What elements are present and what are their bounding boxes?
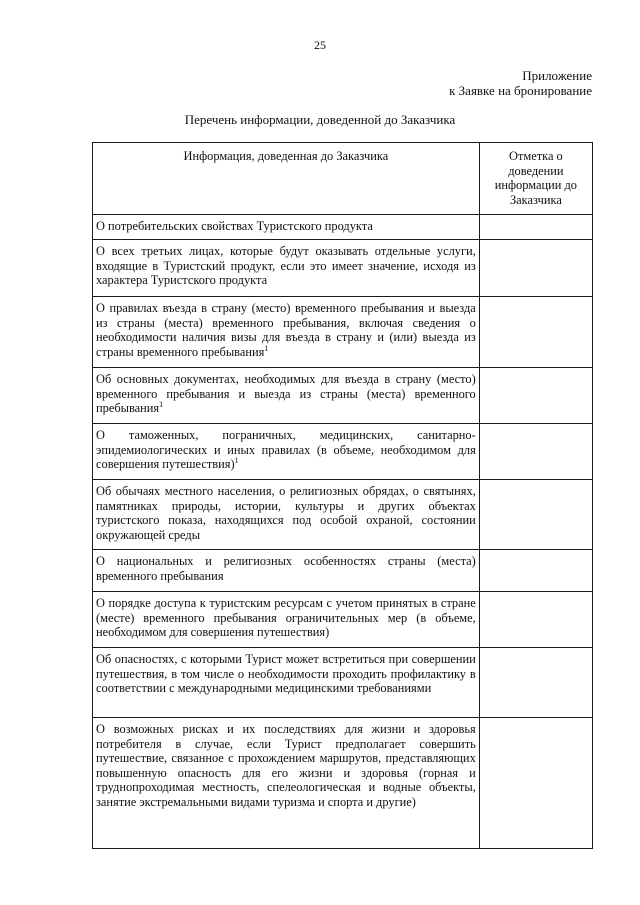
list-title: Перечень информации, доведенной до Заказчика — [184, 112, 456, 127]
header-info: Информация, доведенная до Заказчика — [93, 143, 480, 215]
row-text: Об опасностях, с которыми Турист может встретиться при совершении путешествия, в том числе о необходимости проходить профилактику в соответствии с международными медицинскими требованиями — [96, 652, 476, 696]
row-mark-cell[interactable] — [479, 368, 592, 424]
information-table — [92, 142, 593, 849]
appendix-line-1: Приложение — [522, 68, 592, 83]
header-mark: Отметка о доведении информации до Заказчика — [479, 143, 592, 215]
footnote-mark: 1 — [159, 400, 164, 410]
row-info-text — [93, 718, 480, 849]
row-info-text — [93, 480, 480, 550]
row-info-text — [93, 297, 480, 368]
row-mark-cell[interactable] — [479, 215, 592, 240]
table-row — [93, 297, 593, 368]
row-mark-cell[interactable] — [479, 297, 592, 368]
row-mark-cell[interactable] — [479, 592, 592, 648]
row-text: Об основных документах, необходимых для въезда в страну (место) временного пребывания и выезда из страны (места) временного пребывания — [96, 372, 476, 416]
row-mark-cell[interactable] — [479, 550, 592, 592]
footnote-mark: 1 — [264, 343, 269, 353]
row-mark-cell[interactable] — [479, 648, 592, 718]
footnote-mark: 1 — [234, 456, 239, 466]
row-info-text — [93, 592, 480, 648]
table-row — [93, 240, 593, 297]
table-row — [93, 550, 593, 592]
row-info-text — [93, 550, 480, 592]
table-row — [93, 718, 593, 849]
row-text: О потребительских свойствах Туристского продукта — [96, 219, 373, 233]
row-text: О всех третьих лицах, которые будут оказывать отдельные услуги, входящие в Туристский продукт, если это имеет значение, исходя из характера Туристского продукта — [96, 244, 476, 288]
row-text: О возможных рисках и их последствиях для жизни и здоровья потребителя в случае, если Турист предполагает совершить путешествие, связанное с прохождением маршрутов, представляющих повышенную опасность для его жизни и здоровья (горная и труднопроходимая местность, спелеологическая и водные объекты, занятие экстремальными видами туризма и спорта и другие) — [96, 722, 476, 809]
row-text: О порядке доступа к туристским ресурсам с учетом принятых в стране (месте) временного пребывания ограничительных мер (в объеме, необходимом для совершения путешествия) — [96, 596, 476, 640]
row-text: О национальных и религиозных особенностях страны (места) временного пребывания — [96, 554, 476, 583]
page-number: 25 — [314, 38, 326, 52]
table-header-row — [93, 143, 593, 215]
row-mark-cell[interactable] — [479, 718, 592, 849]
row-mark-cell[interactable] — [479, 424, 592, 480]
table-row — [93, 368, 593, 424]
row-mark-cell[interactable] — [479, 240, 592, 297]
table-row — [93, 215, 593, 240]
table-row — [93, 592, 593, 648]
table-row — [93, 424, 593, 480]
row-mark-cell[interactable] — [479, 480, 592, 550]
row-text: О таможенных, пограничных, медицинских, санитарно-эпидемиологических и иных правилах (в объеме, необходимом для совершения путешествия) — [96, 428, 476, 472]
row-info-text — [93, 215, 480, 240]
row-info-text — [93, 240, 480, 297]
row-text: Об обычаях местного населения, о религиозных обрядах, о святынях, памятниках природы, истории, культуры и других объектах туристского показа, находящихся под особой охраной, состоянии окружающей среды — [96, 484, 476, 542]
row-info-text — [93, 424, 480, 480]
appendix-heading — [449, 68, 592, 98]
appendix-line-2: к Заявке на бронирование — [449, 83, 592, 98]
table-row — [93, 648, 593, 718]
table-row — [93, 480, 593, 550]
row-info-text — [93, 648, 480, 718]
row-text: О правилах въезда в страну (место) временного пребывания и выезда из страны (места) временного пребывания, включая сведения о необходимости наличия визы для въезда в страну и (или) выезда из страны временного пребывания — [96, 301, 476, 359]
row-info-text — [93, 368, 480, 424]
